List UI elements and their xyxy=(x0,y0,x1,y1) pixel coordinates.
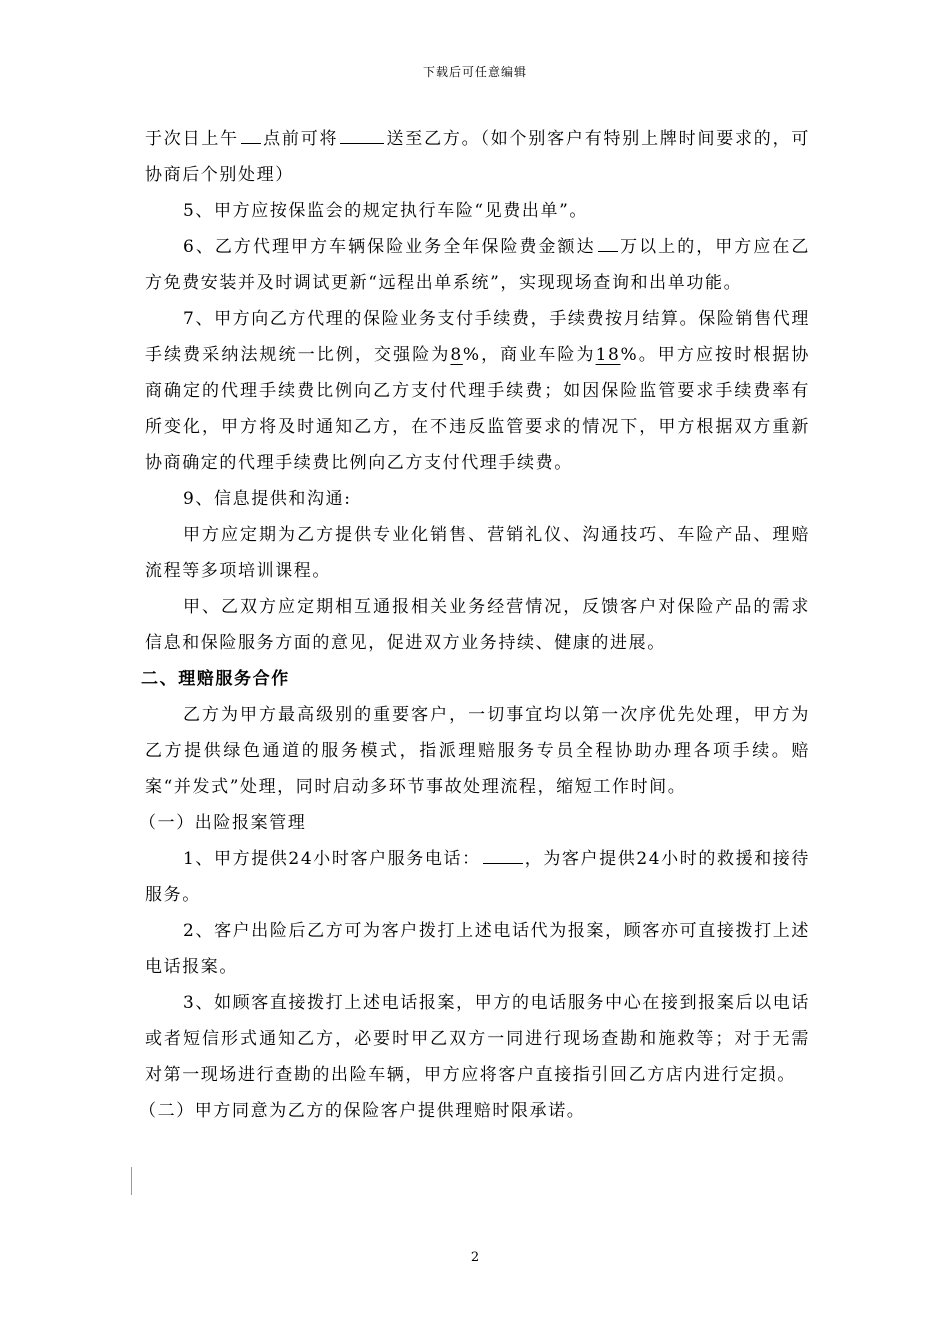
compulsory-insurance-rate: 8 xyxy=(450,345,463,365)
text-segment: 点前可将 xyxy=(262,129,339,149)
clause-direct-report: 3、如顾客直接拨打上述电话报案，甲方的电话服务中心在接到报案后以电话或者短信形式通知乙方，必要时甲乙双方一同进行现场查勘和施救等；对于无需对第一现场进行查勘的出险车辆，甲方应将客户直接指引回乙方店内进行定损。 xyxy=(145,993,810,1085)
clause-5: 5、甲方应按保监会的规定执行车险“见费出单”。 xyxy=(183,201,588,221)
clause-hotline xyxy=(145,841,810,913)
subsection-title-time-commitment: （二）甲方同意为乙方的保险客户提供理赔时限承诺。 xyxy=(139,1101,586,1121)
text-segment: 于次日上午 xyxy=(145,129,239,149)
margin-line xyxy=(131,1167,132,1195)
document-body xyxy=(139,121,811,1129)
text-segment: %。甲方应按时根据协商确定的代理手续费比例向乙方支付代理手续费；如因保险监管要求手续费率有所变化，甲方将及时通知乙方，在不违反监管要求的情况下，甲方根据双方重新协商确定的代理手续费比例向乙方支付代理手续费。 xyxy=(145,345,810,473)
page-number: 2 xyxy=(470,1250,480,1265)
page-header: 下载后可任意编辑 xyxy=(422,65,527,79)
fill-in-blank-hour xyxy=(241,123,261,144)
clause-9-heading: 9、信息提供和沟通: xyxy=(183,489,352,509)
fill-in-blank-item xyxy=(340,123,384,144)
text-segment: 6、乙方代理甲方车辆保险业务全年保险费金额达 xyxy=(183,237,596,257)
clause-6 xyxy=(145,229,810,301)
subsection-title-reporting: （一）出险报案管理 xyxy=(139,813,307,833)
text-segment: 送至乙方。（如个别客户有特别上牌时间要求的，可协商后个别处理） xyxy=(145,129,810,185)
fill-in-blank-phone xyxy=(483,843,523,864)
text-segment: 7、甲方向乙方代理的保险业务支付手续费，手续费按月结算。保险销售代理手续费采纳法规统一比例，交强险为 xyxy=(145,309,810,365)
clause-7 xyxy=(145,301,810,481)
text-segment: %，商业车险为 xyxy=(462,345,596,365)
text-segment: 万以上的，甲方应在乙方免费安装并及时调试更新“远程出单系统”，实现现场查询和出单功能。 xyxy=(145,237,811,293)
commercial-insurance-rate: 18 xyxy=(595,345,621,365)
text-segment: ，为客户提供24小时的救援和接待服务。 xyxy=(145,849,811,905)
training-paragraph: 甲方应定期为乙方提供专业化销售、营销礼仪、沟通技巧、车险产品、理赔流程等多项培训课程。 xyxy=(145,525,810,581)
communication-paragraph: 甲、乙双方应定期相互通报相关业务经营情况，反馈客户对保险产品的需求信息和保险服务方面的意见，促进双方业务持续、健康的进展。 xyxy=(145,597,810,653)
fill-in-blank-amount xyxy=(598,231,618,252)
section-title-claims: 二、理赔服务合作 xyxy=(141,669,290,689)
paragraph-delivery-time xyxy=(145,121,810,193)
text-segment: 1、甲方提供24小时客户服务电话： xyxy=(183,849,481,869)
clause-report-on-behalf: 2、客户出险后乙方可为客户拨打上述电话代为报案，顾客亦可直接拨打上述电话报案。 xyxy=(145,921,810,977)
claims-service-paragraph: 乙方为甲方最高级别的重要客户，一切事宜均以第一次序优先处理，甲方为乙方提供绿色通道的服务模式，指派理赔服务专员全程协助办理各项手续。赔案“并发式”处理，同时启动多环节事故处理流程，缩短工作时间。 xyxy=(145,705,810,797)
